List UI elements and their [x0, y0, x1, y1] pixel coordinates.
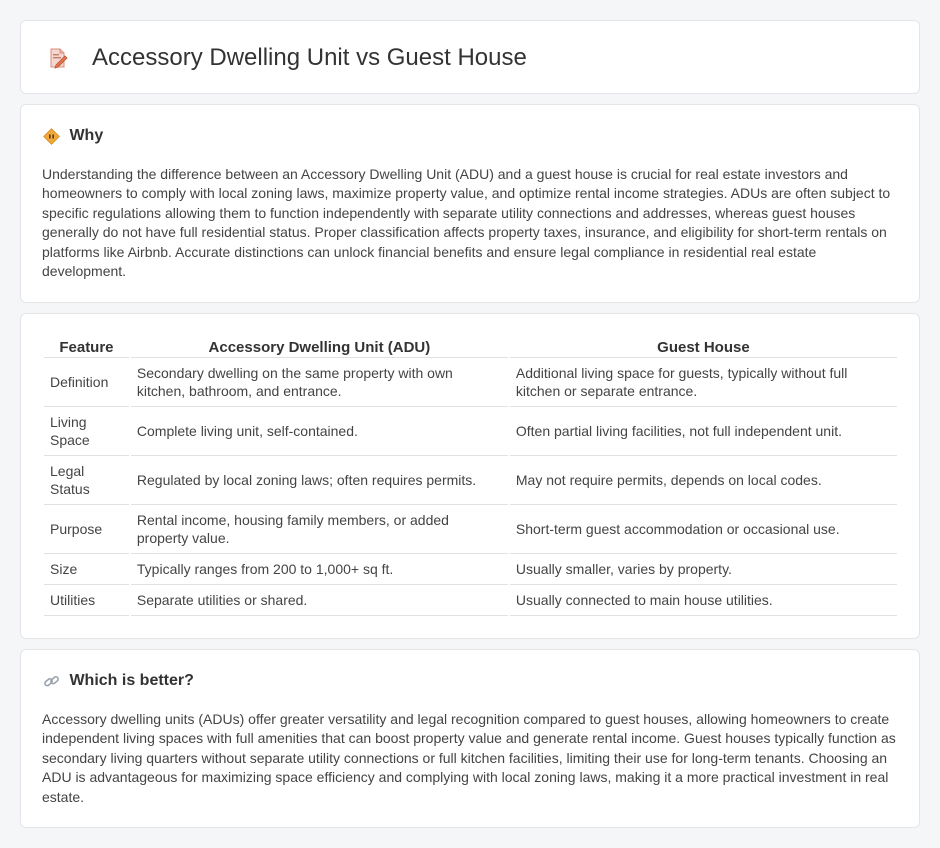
why-section [20, 104, 920, 303]
guest-house-cell: Usually connected to main house utilities. [510, 585, 897, 616]
adu-cell: Regulated by local zoning laws; often requires permits. [131, 456, 508, 505]
which-is-better-section [20, 649, 920, 828]
column-header: Feature [44, 334, 129, 358]
guest-house-cell: Additional living space for guests, typically without full kitchen or separate entrance. [510, 358, 897, 407]
adu-cell: Rental income, housing family members, or added property value. [131, 505, 508, 554]
better-heading [43, 672, 194, 692]
feature-cell: Definition [44, 358, 129, 407]
column-header: Guest House [510, 334, 897, 358]
feature-cell: Utilities [44, 585, 129, 616]
column-header: Accessory Dwelling Unit (ADU) [131, 334, 508, 358]
guest-house-cell: May not require permits, depends on local codes. [510, 456, 897, 505]
guest-house-cell: Usually smaller, varies by property. [510, 554, 897, 585]
why-heading [43, 127, 103, 147]
adu-cell: Separate utilities or shared. [131, 585, 508, 616]
why-title: Why [69, 127, 104, 144]
table-row [44, 554, 897, 585]
better-text: Accessory dwelling units (ADUs) offer greater versatility and legal recognition compared to guest houses, allowing homeowners to create independent living spaces with full amenities that can boost property value and generate rental income. Guest houses typically function as secondary living quarters without separate utility connections or full kitchen facilities, limiting their use for long-term tenants. Choosing an ADU is advantageous for maximizing space efficiency and complying with local zoning laws, making it a more practical investment in real estate. [42, 711, 896, 805]
guest-house-cell: Short-term guest accommodation or occasional use. [510, 505, 897, 554]
adu-cell: Complete living unit, self-contained. [131, 407, 508, 456]
feature-cell: Size [44, 554, 129, 585]
adu-cell: Secondary dwelling on the same property with own kitchen, bathroom, and entrance. [131, 358, 508, 407]
diamond-sign-icon [43, 128, 60, 145]
adu-cell: Typically ranges from 200 to 1,000+ sq ft. [131, 554, 508, 585]
why-text: Understanding the difference between an Accessory Dwelling Unit (ADU) and a guest house is crucial for real estate investors and homeowners to comply with local zoning laws, maximize property value, and optimize rental income strategies. ADUs are often subject to specific regulations allowing them to function independently with separate utility connections and addresses, whereas guest houses generally do not have full residential status. Proper classification affects property taxes, insurance, and eligibility for short-term rentals on platforms like Airbnb. Accurate distinctions can unlock financial benefits and ensure legal compliance in residential real estate development. [42, 166, 891, 280]
table-row [44, 505, 897, 554]
document-pencil-icon [47, 47, 69, 69]
table-row [44, 407, 897, 456]
page-title: Accessory Dwelling Unit vs Guest House [92, 44, 527, 71]
table-row [44, 456, 897, 505]
feature-cell: Purpose [44, 505, 129, 554]
comparison-section [20, 313, 920, 639]
feature-cell: Living Space [44, 407, 129, 456]
table-row [44, 358, 897, 407]
table-header-row [44, 334, 897, 358]
guest-house-cell: Often partial living facilities, not full independent unit. [510, 407, 897, 456]
title-card [20, 20, 920, 94]
feature-cell: Legal Status [44, 456, 129, 505]
comparison-table [42, 334, 899, 616]
table-row [44, 585, 897, 616]
better-title: Which is better? [69, 672, 194, 689]
link-icon [43, 673, 60, 690]
